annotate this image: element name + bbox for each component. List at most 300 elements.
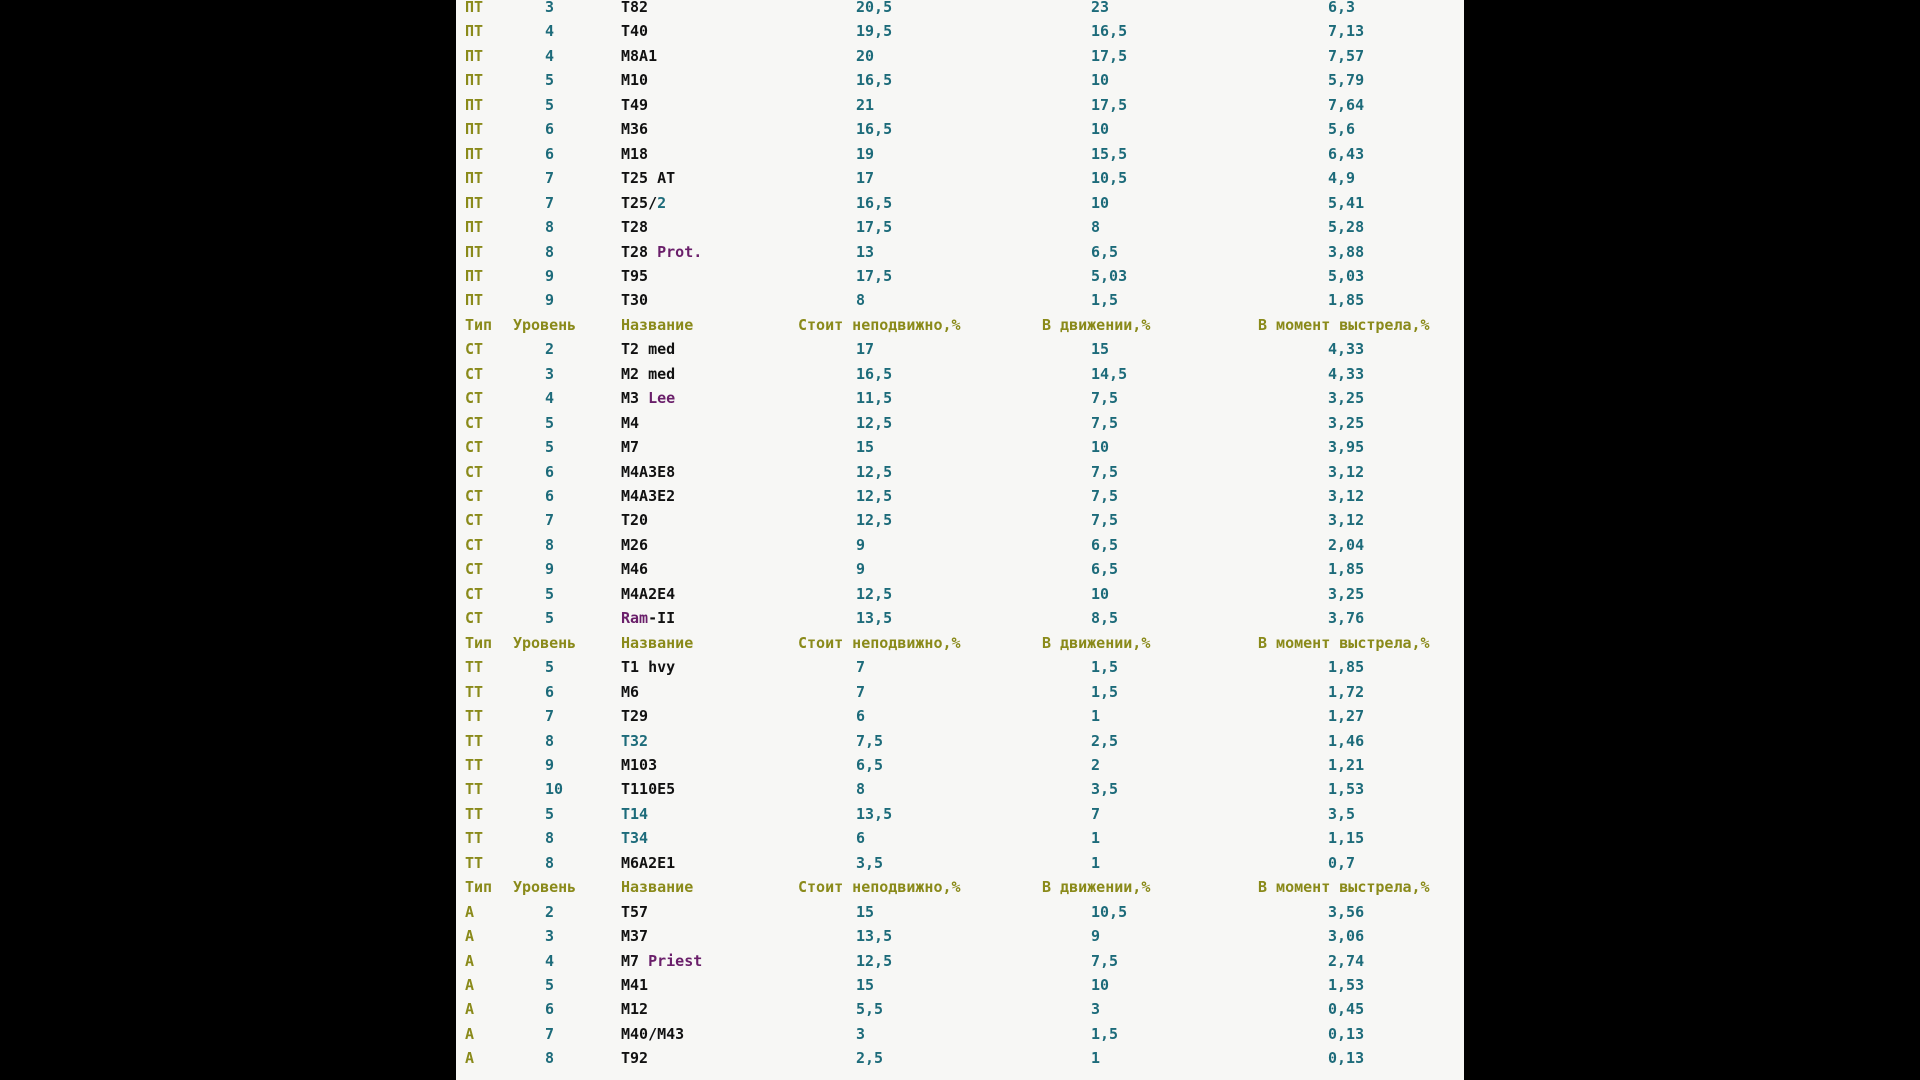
vehicle-name: T49 — [621, 95, 649, 114]
name-cell — [621, 145, 648, 163]
name-cell — [621, 340, 675, 358]
shot-cell: 5,79 — [1328, 71, 1365, 90]
move-cell: 3,5 — [1091, 780, 1119, 799]
shot-cell: 3,06 — [1328, 927, 1365, 946]
vehicle-name: M26 — [621, 535, 649, 554]
name-cell — [621, 365, 675, 383]
shot-cell: 6,3 — [1328, 0, 1356, 16]
level-cell: 7 — [545, 707, 555, 726]
table-row — [456, 756, 1464, 780]
level-cell: 3 — [545, 0, 555, 16]
shot-cell: 1,53 — [1328, 976, 1365, 994]
table-row — [456, 96, 1464, 120]
table-row — [456, 389, 1464, 413]
type-cell: А — [465, 1049, 475, 1068]
vehicle-name: T29 — [621, 707, 649, 726]
shot-cell: 6,43 — [1328, 144, 1365, 163]
still-cell: 8 — [856, 291, 866, 310]
shot-cell: 1,27 — [1328, 707, 1365, 726]
vehicle-name-suffix: Ram — [621, 609, 649, 628]
vehicle-name: T25/ — [621, 193, 658, 212]
table-row — [456, 365, 1464, 389]
vehicle-name: M4A2E4 — [621, 584, 676, 603]
still-cell: 3 — [856, 1024, 866, 1043]
name-cell — [621, 805, 648, 823]
name-cell — [621, 903, 648, 921]
level-cell: 7 — [545, 169, 555, 188]
type-cell: СТ — [465, 413, 484, 432]
type-cell: А — [465, 951, 475, 970]
still-cell: 12,5 — [856, 413, 893, 432]
vehicle-name: M4A3E8 — [621, 462, 676, 481]
level-cell: 8 — [545, 829, 555, 848]
header-level: Уровень — [513, 315, 577, 334]
name-cell — [621, 120, 648, 138]
still-cell: 20,5 — [856, 0, 893, 16]
level-cell: 3 — [545, 927, 555, 946]
shot-cell: 1,46 — [1328, 731, 1365, 750]
name-cell — [621, 96, 648, 114]
level-cell: 5 — [545, 976, 555, 994]
shot-cell: 3,5 — [1328, 804, 1356, 823]
move-cell: 1 — [1091, 707, 1101, 726]
level-cell: 5 — [545, 584, 555, 603]
table-row — [456, 585, 1464, 609]
type-cell: ТТ — [465, 780, 484, 799]
vehicle-name: M3 — [621, 389, 649, 408]
header-level: Уровень — [513, 878, 577, 897]
move-cell: 7,5 — [1091, 413, 1119, 432]
header-still: Стоит неподвижно,% — [798, 878, 961, 897]
move-cell: 6,5 — [1091, 560, 1119, 579]
still-cell: 15 — [856, 976, 875, 994]
header-row — [456, 634, 1464, 658]
header-shot: В момент выстрела,% — [1258, 878, 1430, 897]
header-move: В движении,% — [1042, 315, 1151, 334]
level-cell: 5 — [545, 658, 555, 677]
shot-cell: 1,72 — [1328, 682, 1365, 701]
type-cell: СТ — [465, 535, 484, 554]
level-cell: 3 — [545, 364, 555, 383]
vehicle-name: T82 — [621, 0, 649, 16]
level-cell: 9 — [545, 291, 555, 310]
move-cell: 14,5 — [1091, 364, 1128, 383]
vehicle-name: M41 — [621, 976, 649, 994]
shot-cell: 7,13 — [1328, 22, 1365, 41]
move-cell: 15 — [1091, 340, 1110, 359]
table-row — [456, 145, 1464, 169]
vehicle-name: M103 — [621, 755, 658, 774]
still-cell: 7 — [856, 658, 866, 677]
vehicle-name-suffix: Priest — [648, 951, 703, 970]
move-cell: 1,5 — [1091, 1024, 1119, 1043]
name-cell — [621, 71, 648, 89]
name-cell — [621, 609, 675, 627]
shot-cell: 7,57 — [1328, 46, 1365, 65]
type-cell: ТТ — [465, 853, 484, 872]
type-cell: ПТ — [465, 291, 484, 310]
shot-cell: 3,25 — [1328, 389, 1365, 408]
move-cell: 2,5 — [1091, 731, 1119, 750]
type-cell: ПТ — [465, 266, 484, 285]
type-cell: ПТ — [465, 193, 484, 212]
table-row — [456, 1000, 1464, 1024]
table-row — [456, 927, 1464, 951]
table-row — [456, 780, 1464, 804]
level-cell: 5 — [545, 804, 555, 823]
level-cell: 5 — [545, 413, 555, 432]
name-cell — [621, 463, 675, 481]
type-cell: СТ — [465, 560, 484, 579]
header-shot: В момент выстрела,% — [1258, 633, 1430, 652]
name-cell — [621, 291, 648, 309]
move-cell: 1 — [1091, 1049, 1101, 1068]
type-cell: А — [465, 1024, 475, 1043]
name-cell — [621, 243, 702, 261]
move-cell: 1,5 — [1091, 658, 1119, 677]
type-cell: СТ — [465, 340, 484, 359]
still-cell: 17 — [856, 340, 875, 359]
name-cell — [621, 683, 639, 701]
table-row — [456, 903, 1464, 927]
name-cell — [621, 707, 648, 725]
shot-cell: 0,45 — [1328, 1000, 1365, 1019]
type-cell: СТ — [465, 584, 484, 603]
shot-cell: 3,12 — [1328, 511, 1365, 530]
level-cell: 5 — [545, 95, 555, 114]
move-cell: 1,5 — [1091, 291, 1119, 310]
shot-cell: 1,85 — [1328, 560, 1365, 579]
move-cell: 1 — [1091, 853, 1101, 872]
type-cell: ТТ — [465, 829, 484, 848]
table-row — [456, 438, 1464, 462]
move-cell: 8,5 — [1091, 609, 1119, 628]
still-cell: 13 — [856, 242, 875, 261]
shot-cell: 0,13 — [1328, 1049, 1365, 1068]
still-cell: 17 — [856, 169, 875, 188]
level-cell: 5 — [545, 609, 555, 628]
still-cell: 17,5 — [856, 218, 893, 237]
vehicle-name: T57 — [621, 902, 649, 921]
still-cell: 3,5 — [856, 853, 884, 872]
level-cell: 8 — [545, 242, 555, 261]
vehicle-name: T34 — [621, 829, 649, 848]
shot-cell: 5,03 — [1328, 266, 1365, 285]
name-cell — [621, 438, 639, 456]
level-cell: 2 — [545, 340, 555, 359]
vehicle-name: M40/M43 — [621, 1024, 685, 1043]
name-cell — [621, 732, 648, 750]
still-cell: 12,5 — [856, 951, 893, 970]
type-cell: СТ — [465, 487, 484, 505]
level-cell: 7 — [545, 511, 555, 530]
table-row — [456, 243, 1464, 267]
name-cell — [621, 927, 648, 945]
vehicle-name: M10 — [621, 71, 649, 90]
table-row — [456, 952, 1464, 976]
table-row — [456, 340, 1464, 364]
vehicle-name: M46 — [621, 560, 649, 579]
name-cell — [621, 511, 648, 529]
header-type: Тип — [465, 878, 493, 897]
name-cell — [621, 756, 657, 774]
vehicle-name-suffix: Lee — [648, 389, 676, 408]
header-level: Уровень — [513, 633, 577, 652]
level-cell: 4 — [545, 22, 555, 41]
level-cell: 7 — [545, 1024, 555, 1043]
type-cell: А — [465, 1000, 475, 1019]
level-cell: 9 — [545, 560, 555, 579]
table-row — [456, 0, 1464, 22]
type-cell: СТ — [465, 511, 484, 530]
name-cell — [621, 267, 648, 285]
level-cell: 2 — [545, 902, 555, 921]
vehicle-name: M36 — [621, 120, 649, 139]
move-cell: 17,5 — [1091, 46, 1128, 65]
name-cell — [621, 1025, 684, 1043]
vehicle-name: M7 — [621, 951, 649, 970]
table-row — [456, 732, 1464, 756]
name-cell — [621, 1000, 648, 1018]
move-cell: 15,5 — [1091, 144, 1128, 163]
move-cell: 23 — [1091, 0, 1110, 16]
move-cell: 10 — [1091, 976, 1110, 994]
name-cell — [621, 169, 675, 187]
table-row — [456, 71, 1464, 95]
header-type: Тип — [465, 633, 493, 652]
vehicle-name: T92 — [621, 1049, 649, 1068]
level-cell: 9 — [545, 266, 555, 285]
table-row — [456, 707, 1464, 731]
header-still: Стоит неподвижно,% — [798, 633, 961, 652]
vehicle-name: M6A2E1 — [621, 853, 676, 872]
shot-cell: 2,04 — [1328, 535, 1365, 554]
shot-cell: 1,15 — [1328, 829, 1365, 848]
still-cell: 16,5 — [856, 120, 893, 139]
level-cell: 6 — [545, 682, 555, 701]
still-cell: 6 — [856, 829, 866, 848]
still-cell: 7 — [856, 682, 866, 701]
table-row — [456, 218, 1464, 242]
type-cell: ПТ — [465, 169, 484, 188]
shot-cell: 5,6 — [1328, 120, 1356, 139]
name-cell — [621, 0, 648, 16]
vehicle-name: T40 — [621, 22, 649, 41]
still-cell: 21 — [856, 95, 875, 114]
vehicle-name-suffix: Prot. — [657, 242, 703, 261]
level-cell: 8 — [545, 535, 555, 554]
type-cell: ТТ — [465, 682, 484, 701]
move-cell: 10 — [1091, 584, 1110, 603]
level-cell: 5 — [545, 71, 555, 90]
shot-cell: 1,53 — [1328, 780, 1365, 799]
type-cell: СТ — [465, 389, 484, 408]
type-cell: ПТ — [465, 22, 484, 41]
shot-cell: 5,28 — [1328, 218, 1365, 237]
type-cell: ПТ — [465, 242, 484, 261]
move-cell: 1 — [1091, 829, 1101, 848]
level-cell: 6 — [545, 487, 555, 505]
name-cell — [621, 22, 648, 40]
still-cell: 6 — [856, 707, 866, 726]
still-cell: 11,5 — [856, 389, 893, 408]
move-cell: 10 — [1091, 438, 1110, 457]
still-cell: 20 — [856, 46, 875, 65]
shot-cell: 0,13 — [1328, 1024, 1365, 1043]
shot-cell: 3,95 — [1328, 438, 1365, 457]
table-row — [456, 658, 1464, 682]
still-cell: 19 — [856, 144, 875, 163]
table-row — [456, 414, 1464, 438]
move-cell: 7,5 — [1091, 389, 1119, 408]
name-cell — [621, 389, 675, 407]
shot-cell: 3,25 — [1328, 413, 1365, 432]
header-still: Стоит неподвижно,% — [798, 315, 961, 334]
table-row — [456, 47, 1464, 71]
name-cell — [621, 560, 648, 578]
shot-cell: 1,85 — [1328, 291, 1365, 310]
vehicle-name: T1 hvy — [621, 658, 676, 677]
vehicle-name: M4A3E2 — [621, 487, 676, 505]
header-row — [456, 878, 1464, 902]
shot-cell: 0,7 — [1328, 853, 1356, 872]
table-row — [456, 487, 1464, 511]
level-cell: 8 — [545, 1049, 555, 1068]
header-type: Тип — [465, 315, 493, 334]
level-cell: 5 — [545, 438, 555, 457]
level-cell: 8 — [545, 853, 555, 872]
vehicle-name-suffix: 2 — [657, 193, 667, 212]
type-cell: ПТ — [465, 46, 484, 65]
vehicle-name: T30 — [621, 291, 649, 310]
table-row — [456, 1049, 1464, 1073]
header-move: В движении,% — [1042, 878, 1151, 897]
still-cell: 8 — [856, 780, 866, 799]
vehicle-name: M18 — [621, 144, 649, 163]
name-cell — [621, 487, 675, 505]
still-cell: 16,5 — [856, 71, 893, 90]
still-cell: 9 — [856, 535, 866, 554]
table-row — [456, 536, 1464, 560]
table-row — [456, 511, 1464, 535]
vehicle-name: M2 med — [621, 364, 676, 383]
move-cell: 5,03 — [1091, 266, 1128, 285]
vehicle-name: M37 — [621, 927, 649, 946]
still-cell: 13,5 — [856, 804, 893, 823]
name-cell — [621, 218, 648, 236]
shot-cell: 4,33 — [1328, 340, 1365, 359]
still-cell: 12,5 — [856, 462, 893, 481]
name-cell — [621, 976, 648, 994]
vehicle-name: T95 — [621, 266, 649, 285]
move-cell: 10 — [1091, 71, 1110, 90]
still-cell: 13,5 — [856, 927, 893, 946]
table-row — [456, 976, 1464, 1000]
table-row — [456, 683, 1464, 707]
move-cell: 2 — [1091, 755, 1101, 774]
shot-cell: 1,21 — [1328, 755, 1365, 774]
vehicle-name: T32 — [621, 731, 649, 750]
shot-cell: 3,12 — [1328, 487, 1365, 505]
vehicle-name: T28 — [621, 242, 658, 261]
name-cell — [621, 780, 675, 798]
type-cell: А — [465, 927, 475, 946]
vehicle-name: M4 — [621, 413, 640, 432]
still-cell: 15 — [856, 902, 875, 921]
vehicle-name: M7 — [621, 438, 640, 457]
still-cell: 12,5 — [856, 487, 893, 505]
move-cell: 7,5 — [1091, 951, 1119, 970]
shot-cell: 7,64 — [1328, 95, 1365, 114]
table-row — [456, 560, 1464, 584]
header-name: Название — [621, 315, 694, 334]
level-cell: 7 — [545, 193, 555, 212]
still-cell: 7,5 — [856, 731, 884, 750]
move-cell: 7,5 — [1091, 462, 1119, 481]
type-cell: ПТ — [465, 95, 484, 114]
table-row — [456, 194, 1464, 218]
still-cell: 15 — [856, 438, 875, 457]
table-row — [456, 291, 1464, 315]
type-cell: ТТ — [465, 731, 484, 750]
vehicle-name: T2 med — [621, 340, 676, 359]
vehicle-name: T14 — [621, 804, 649, 823]
shot-cell: 3,25 — [1328, 584, 1365, 603]
still-cell: 2,5 — [856, 1049, 884, 1068]
name-cell — [621, 1049, 648, 1067]
vehicle-name: T28 — [621, 218, 649, 237]
move-cell: 3 — [1091, 1000, 1101, 1019]
document-page — [456, 0, 1464, 1080]
name-cell — [621, 536, 648, 554]
type-cell: ПТ — [465, 0, 484, 16]
shot-cell: 4,9 — [1328, 169, 1356, 188]
shot-cell: 4,33 — [1328, 364, 1365, 383]
still-cell: 19,5 — [856, 22, 893, 41]
level-cell: 6 — [545, 120, 555, 139]
table-row — [456, 22, 1464, 46]
type-cell: А — [465, 976, 475, 994]
table-row — [456, 854, 1464, 878]
type-cell: ПТ — [465, 71, 484, 90]
vehicle-name: T20 — [621, 511, 649, 530]
shot-cell: 5,41 — [1328, 193, 1365, 212]
move-cell: 7,5 — [1091, 487, 1119, 505]
still-cell: 16,5 — [856, 364, 893, 383]
level-cell: 4 — [545, 389, 555, 408]
still-cell: 5,5 — [856, 1000, 884, 1019]
move-cell: 9 — [1091, 927, 1101, 946]
move-cell: 7,5 — [1091, 511, 1119, 530]
move-cell: 10,5 — [1091, 902, 1128, 921]
type-cell: ПТ — [465, 218, 484, 237]
shot-cell: 2,74 — [1328, 951, 1365, 970]
table-row — [456, 829, 1464, 853]
still-cell: 13,5 — [856, 609, 893, 628]
vehicle-name-tail: -II — [648, 609, 676, 628]
move-cell: 10 — [1091, 120, 1110, 139]
level-cell: 6 — [545, 144, 555, 163]
name-cell — [621, 585, 675, 603]
still-cell: 9 — [856, 560, 866, 579]
name-cell — [621, 414, 639, 432]
header-row — [456, 316, 1464, 340]
type-cell: ПТ — [465, 144, 484, 163]
table-row — [456, 169, 1464, 193]
level-cell: 8 — [545, 218, 555, 237]
shot-cell: 3,76 — [1328, 609, 1365, 628]
move-cell: 6,5 — [1091, 535, 1119, 554]
